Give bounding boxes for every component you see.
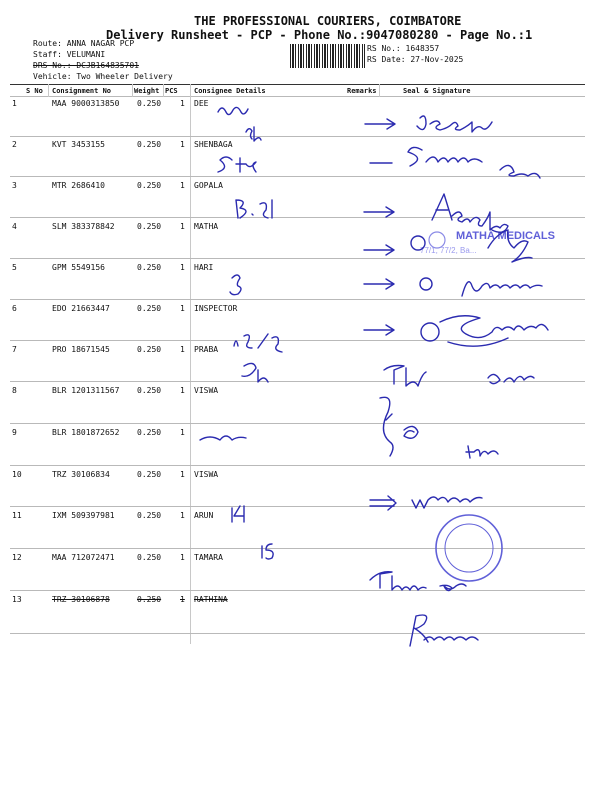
signature-scribble bbox=[408, 147, 540, 178]
consignment-number: PRO 18671545 bbox=[52, 345, 110, 354]
row-serial-number: 13 bbox=[12, 595, 22, 604]
arrow-mark bbox=[364, 279, 394, 289]
staff-label: Staff: VELUMANI bbox=[33, 50, 106, 59]
weight-value: 0.250 bbox=[137, 263, 162, 272]
col-header-consignee: Consignee Details bbox=[194, 87, 266, 95]
col-header-sno: S No bbox=[26, 87, 43, 95]
consignee-name: VISWA bbox=[194, 470, 219, 479]
consignment-number: EDO 21663447 bbox=[52, 304, 110, 313]
col-header-pcs: PCS bbox=[165, 87, 178, 95]
weight-value: 0.250 bbox=[137, 428, 162, 437]
col-header-seal: Seal & Signature bbox=[403, 87, 471, 95]
weight-value: 0.250 bbox=[137, 386, 162, 395]
handwritten-note bbox=[200, 436, 246, 440]
signature-scribble bbox=[417, 116, 492, 132]
runsheet-subtitle: Delivery Runsheet - PCP - Phone No.:9047080280 - Page No.:1 bbox=[106, 28, 533, 42]
handwritten-note bbox=[262, 544, 273, 559]
signature-scribble bbox=[440, 316, 548, 346]
circle-mark bbox=[421, 323, 439, 341]
handwritten-note bbox=[232, 506, 244, 522]
row-serial-number: 6 bbox=[12, 304, 17, 313]
pieces-count: 1 bbox=[180, 386, 185, 395]
row-serial-number: 4 bbox=[12, 222, 17, 231]
rs-number: RS No.: 1648357 bbox=[367, 44, 440, 53]
weight-value: 0.250 bbox=[137, 553, 162, 562]
pieces-count: 1 bbox=[180, 140, 185, 149]
row-serial-number: 1 bbox=[12, 99, 17, 108]
row-serial-number: 8 bbox=[12, 386, 17, 395]
row-serial-number: 5 bbox=[12, 263, 17, 272]
pieces-count: 1 bbox=[180, 263, 185, 272]
weight-value: 0.250 bbox=[137, 470, 162, 479]
consignee-name: ARUN bbox=[194, 511, 214, 520]
col-header-weight: Weight bbox=[134, 87, 160, 95]
rs-date: RS Date: 27-Nov-2025 bbox=[367, 55, 464, 64]
pieces-count: 1 bbox=[180, 553, 185, 562]
weight-value: 0.250 bbox=[137, 140, 162, 149]
pieces-count: 1 bbox=[180, 595, 185, 604]
circle-mark bbox=[411, 236, 425, 250]
row-serial-number: 9 bbox=[12, 428, 17, 437]
col-header-consignment: Consignment No bbox=[52, 87, 112, 95]
stamp-logo bbox=[429, 232, 445, 248]
consignee-name: INSPECTOR bbox=[194, 304, 238, 313]
pharmacy-stamp-address: 77/1, 77/2, Ba... bbox=[420, 246, 477, 255]
arrow-mark bbox=[364, 245, 394, 255]
weight-value: 0.250 bbox=[137, 595, 162, 604]
row-serial-number: 12 bbox=[12, 553, 22, 562]
consignment-number: BLR 1801872652 bbox=[52, 428, 120, 437]
consignment-number: SLM 383378842 bbox=[52, 222, 115, 231]
signature-scribble bbox=[404, 426, 418, 438]
pieces-count: 1 bbox=[180, 181, 185, 190]
consignee-name: MATHA bbox=[194, 222, 219, 231]
signature-scribble bbox=[432, 194, 508, 232]
signature-scribble bbox=[384, 366, 426, 387]
consignment-number: MAA 712072471 bbox=[52, 553, 115, 562]
consignment-number: BLR 1201311567 bbox=[52, 386, 120, 395]
pieces-count: 1 bbox=[180, 511, 185, 520]
circle-mark bbox=[420, 278, 432, 290]
handwritten-note bbox=[242, 363, 268, 382]
handwritten-note bbox=[246, 127, 261, 141]
handwritten-note bbox=[236, 200, 272, 218]
signature-scribble bbox=[462, 282, 542, 296]
drs-number: DRS No.: DCJB164835701 bbox=[33, 61, 139, 70]
bracket-mark bbox=[380, 397, 393, 456]
route-label: Route: ANNA NAGAR PCP bbox=[33, 39, 135, 48]
signature-scribble bbox=[488, 374, 534, 383]
consignee-name: PRABA bbox=[194, 345, 219, 354]
weight-value: 0.250 bbox=[137, 181, 162, 190]
weight-value: 0.250 bbox=[137, 99, 162, 108]
row-serial-number: 2 bbox=[12, 140, 17, 149]
vehicle-label: Vehicle: Two Wheeler Delivery bbox=[33, 72, 173, 81]
pieces-count: 1 bbox=[180, 222, 185, 231]
arrow-mark bbox=[365, 119, 395, 129]
weight-value: 0.250 bbox=[137, 222, 162, 231]
handwritten-note bbox=[230, 275, 241, 295]
signature-scribble bbox=[370, 572, 466, 591]
handwritten-note bbox=[234, 334, 282, 352]
row-serial-number: 10 bbox=[12, 470, 22, 479]
arrow-mark bbox=[364, 207, 394, 217]
pieces-count: 1 bbox=[180, 428, 185, 437]
weight-value: 0.250 bbox=[137, 304, 162, 313]
arrow-mark bbox=[370, 496, 396, 510]
consignee-name: DEE bbox=[194, 99, 209, 108]
consignee-name: GOPALA bbox=[194, 181, 223, 190]
row-serial-number: 11 bbox=[12, 511, 22, 520]
consignment-number: IXM 509397981 bbox=[52, 511, 115, 520]
consignment-number: MAA 9000313850 bbox=[52, 99, 120, 108]
signature-scribble bbox=[488, 230, 532, 262]
handwritten-note bbox=[218, 157, 256, 172]
consignment-number: MTR 2686410 bbox=[52, 181, 105, 190]
company-seal-stamp bbox=[436, 515, 502, 581]
consignee-name: TAMARA bbox=[194, 553, 223, 562]
pieces-count: 1 bbox=[180, 99, 185, 108]
consignment-number: GPM 5549156 bbox=[52, 263, 105, 272]
consignment-number: TRZ 30106878 bbox=[52, 595, 110, 604]
consignee-name: HARI bbox=[194, 263, 214, 272]
row-serial-number: 3 bbox=[12, 181, 17, 190]
weight-value: 0.250 bbox=[137, 345, 162, 354]
pieces-count: 1 bbox=[180, 345, 185, 354]
pharmacy-stamp-name: MATHA MEDICALS bbox=[456, 230, 555, 242]
handwritten-note bbox=[218, 107, 248, 114]
weight-value: 0.250 bbox=[137, 511, 162, 520]
consignee-name: VISWA bbox=[194, 386, 219, 395]
signature-scribble bbox=[410, 615, 478, 646]
arrow-mark bbox=[364, 325, 394, 335]
consignee-name: SHENBAGA bbox=[194, 140, 233, 149]
pieces-count: 1 bbox=[180, 470, 185, 479]
row-serial-number: 7 bbox=[12, 345, 17, 354]
consignee-name: RATHINA bbox=[194, 595, 228, 604]
signature-scribble bbox=[412, 497, 482, 508]
company-title: THE PROFESSIONAL COURIERS, COIMBATORE bbox=[194, 14, 462, 28]
col-header-remarks: Remarks bbox=[347, 87, 377, 95]
company-seal-stamp bbox=[445, 524, 493, 572]
consignment-number: TRZ 30106834 bbox=[52, 470, 110, 479]
consignment-number: KVT 3453155 bbox=[52, 140, 105, 149]
signature-scribble bbox=[466, 446, 498, 458]
pieces-count: 1 bbox=[180, 304, 185, 313]
